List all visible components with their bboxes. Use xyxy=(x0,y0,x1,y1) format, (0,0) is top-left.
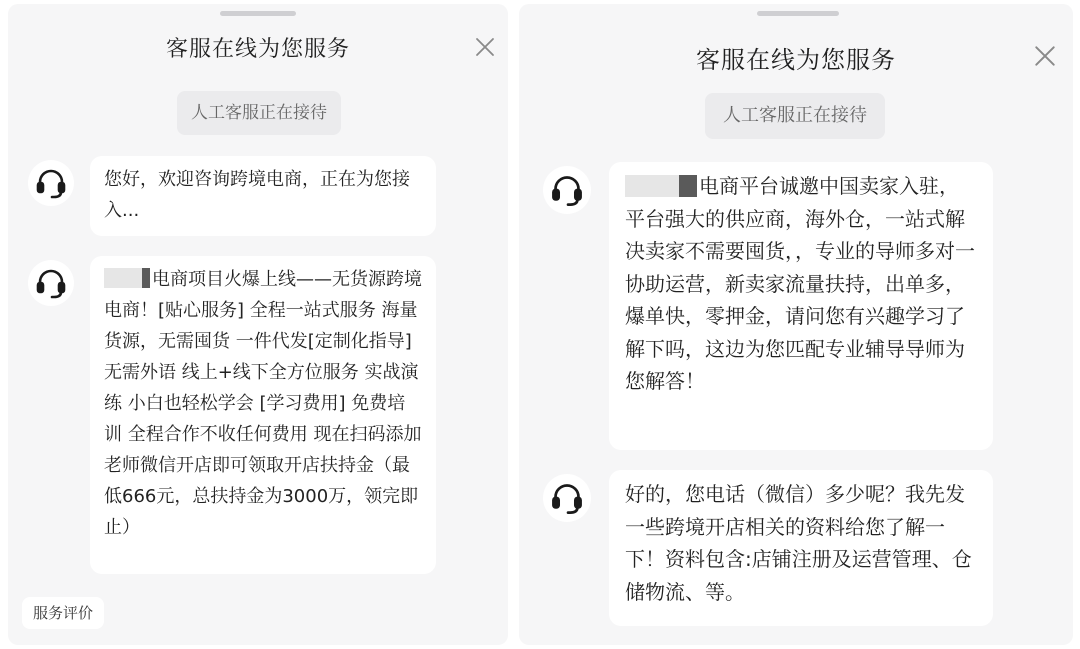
headset-icon xyxy=(543,166,591,214)
headset-icon xyxy=(28,260,74,306)
headset-icon xyxy=(28,160,74,206)
drag-handle[interactable] xyxy=(757,11,839,16)
status-badge: 人工客服正在接待 xyxy=(705,93,885,139)
headset-icon xyxy=(543,474,591,522)
chat-title: 客服在线为您服务 xyxy=(165,37,350,62)
message-text: 电商平台诚邀中国卖家入驻，平台强大的供应商，海外仓，一站式解决卖家不需要囤货，，专业的导师多对一协助运营，新卖家流量扶持，出单多，爆单快，零押金，请问您有兴趣学习了解下吗，这边为您匹配专业辅导导师为您解答！ xyxy=(625,174,975,393)
message-bubble xyxy=(609,162,993,450)
chat-panel-right xyxy=(519,4,1073,645)
redacted-text xyxy=(625,175,697,197)
message-bubble xyxy=(90,256,436,574)
message-text: 电商项目火爆上线——无货源跨境电商！[贴心服务] 全程一站式服务 海量货源，无需囤货 一件代发[定制化指导] 无需外语 线上+线下全方位服务 实战演练 小白也轻松学会 [学习费用] 免费培训 全程合作不收任何费用 现在扫码添加老师微信开店即可领取开店扶持金（最低666元，总扶持金为3000万，领完即止） xyxy=(104,269,422,538)
message-bubble xyxy=(90,156,436,236)
chat-title: 客服在线为您服务 xyxy=(696,46,896,74)
close-icon[interactable] xyxy=(474,36,496,58)
redacted-text xyxy=(104,268,150,288)
message-text: 您好，欢迎咨询跨境电商，正在为您接入... xyxy=(104,169,410,221)
chat-panel-left xyxy=(8,4,508,645)
message-text: 好的，您电话（微信）多少呢？我先发一些跨境开店相关的资料给您了解一下！资料包含:店铺注册及运营管理、仓储物流、等。 xyxy=(625,482,972,604)
drag-handle[interactable] xyxy=(220,11,296,16)
service-rating-button[interactable]: 服务评价 xyxy=(22,597,104,629)
message-bubble xyxy=(609,470,993,626)
close-icon[interactable] xyxy=(1033,44,1057,68)
status-badge: 人工客服正在接待 xyxy=(177,91,341,135)
